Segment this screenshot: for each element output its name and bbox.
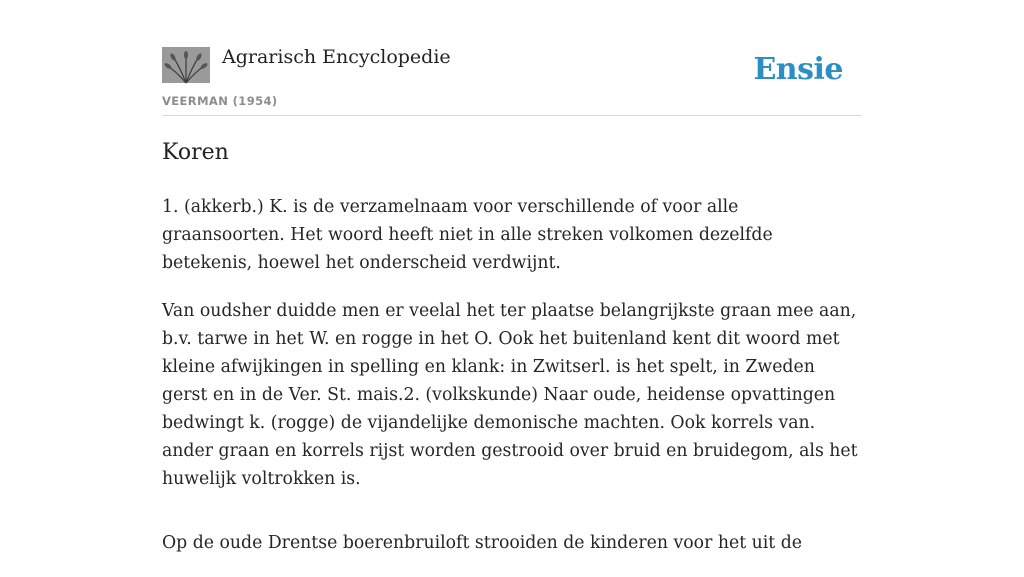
page: [162, 0, 862, 553]
article-paragraph: Op de oude Drentse boerenbruiloft strooiden de kinderen voor het uit de: [162, 533, 803, 553]
book-title[interactable]: Agrarisch Encyclopedie: [222, 46, 451, 68]
article-body: [162, 193, 862, 577]
article-title: Koren: [162, 140, 229, 165]
wheat-icon[interactable]: [162, 47, 210, 83]
page-header: [162, 0, 862, 116]
article-paragraph: Van oudsher duidde men er veelal het ter plaatse belangrijkste graan mee aan, b.v. tarwe in het W. en rogge in het O. Ook het buitenland kent dit woord met kleine afwijkingen in spelling en klank: in Zwitserl. is het spelt, in Zweden gerst en in de Ver. St. mais.2. (volkskunde) Naar oude, heidense opvattingen bedwingt k. (rogge) de vijandelijke demonische machten. Ook korrels van. ander graan en korrels rijst worden gestrooid over bruid en bruidegom, als het huwelijk voltrokken is.: [162, 301, 858, 489]
ensie-logo-link[interactable]: Ensie: [753, 52, 843, 87]
edition-label: VEERMAN (1954): [162, 94, 278, 108]
article-paragraph: 1. (akkerb.) K. is de verzamelnaam voor verschillende of voor alle graansoorten. Het woord heeft niet in alle streken volkomen dezelfde betekenis, hoewel het onderscheid verdwijnt.: [162, 197, 773, 273]
